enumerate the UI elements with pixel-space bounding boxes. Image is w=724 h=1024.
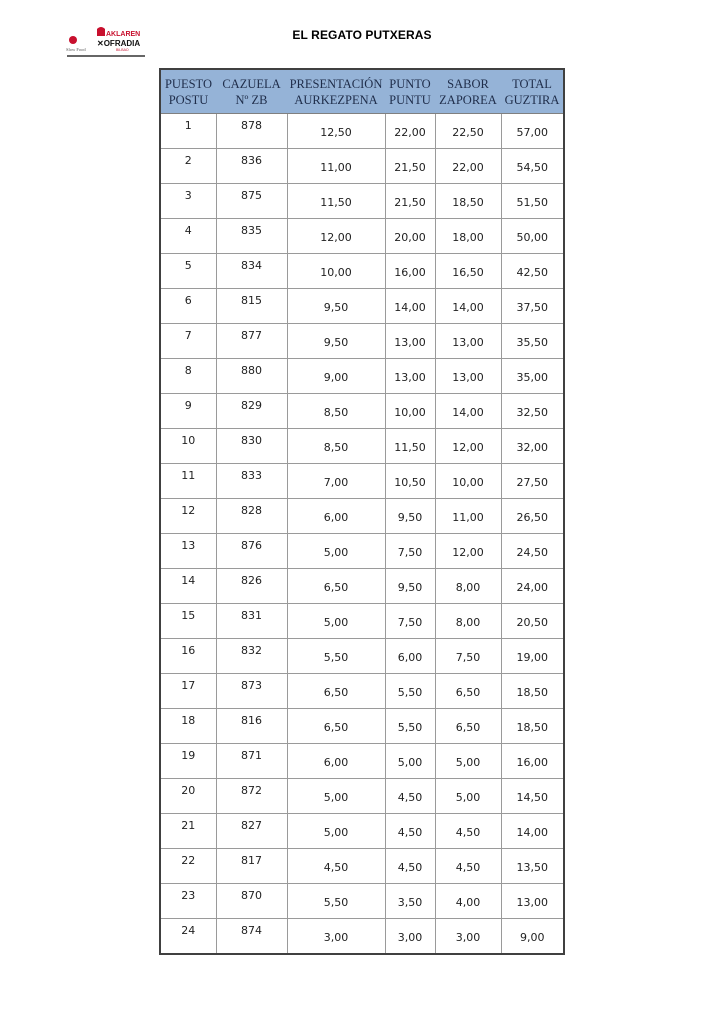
cell-punto: 5,50 — [385, 674, 435, 709]
cell-sabor: 4,00 — [435, 884, 501, 919]
table-row — [160, 289, 564, 324]
svg-text:✕OFRADIA: ✕OFRADIA — [97, 39, 141, 48]
cell-punto: 21,50 — [385, 149, 435, 184]
cell-cazuela: 878 — [216, 114, 287, 149]
cell-total: 13,50 — [501, 849, 564, 884]
cell-presentacion: 12,50 — [287, 114, 385, 149]
cell-cazuela: 875 — [216, 184, 287, 219]
cell-total: 35,00 — [501, 359, 564, 394]
cell-puesto: 2 — [160, 149, 216, 184]
cell-total: 54,50 — [501, 149, 564, 184]
cell-sabor: 18,00 — [435, 219, 501, 254]
cell-punto: 10,00 — [385, 394, 435, 429]
table-row — [160, 219, 564, 254]
cell-punto: 9,50 — [385, 569, 435, 604]
cell-total: 24,50 — [501, 534, 564, 569]
cell-cazuela: 873 — [216, 674, 287, 709]
cell-sabor: 3,00 — [435, 919, 501, 955]
cell-cazuela: 834 — [216, 254, 287, 289]
cell-cazuela: 816 — [216, 709, 287, 744]
column-header-total — [501, 69, 564, 114]
cell-total: 32,50 — [501, 394, 564, 429]
svg-text:BILBAO: BILBAO — [116, 48, 129, 52]
cell-total: 24,00 — [501, 569, 564, 604]
table-row — [160, 324, 564, 359]
table-row — [160, 569, 564, 604]
cell-puesto: 16 — [160, 639, 216, 674]
cell-cazuela: 880 — [216, 359, 287, 394]
cell-puesto: 9 — [160, 394, 216, 429]
table-row — [160, 499, 564, 534]
cell-cazuela: 830 — [216, 429, 287, 464]
cell-sabor: 8,00 — [435, 569, 501, 604]
cell-puesto: 23 — [160, 884, 216, 919]
cell-presentacion: 4,50 — [287, 849, 385, 884]
cell-presentacion: 6,50 — [287, 569, 385, 604]
cell-puesto: 24 — [160, 919, 216, 955]
cell-cazuela: 835 — [216, 219, 287, 254]
cell-sabor: 10,00 — [435, 464, 501, 499]
table-row — [160, 254, 564, 289]
column-header-line1: PUESTO — [164, 77, 212, 91]
cell-cazuela: 829 — [216, 394, 287, 429]
cell-sabor: 16,50 — [435, 254, 501, 289]
table-row — [160, 429, 564, 464]
cell-sabor: 22,00 — [435, 149, 501, 184]
cell-total: 19,00 — [501, 639, 564, 674]
cell-sabor: 11,00 — [435, 499, 501, 534]
column-header-line1: TOTAL — [512, 77, 552, 91]
cell-presentacion: 11,00 — [287, 149, 385, 184]
cell-puesto: 17 — [160, 674, 216, 709]
cell-sabor: 5,00 — [435, 744, 501, 779]
table-row — [160, 919, 564, 955]
cell-total: 18,50 — [501, 674, 564, 709]
cell-sabor: 6,50 — [435, 674, 501, 709]
cell-punto: 14,00 — [385, 289, 435, 324]
cell-punto: 5,00 — [385, 744, 435, 779]
cell-presentacion: 7,00 — [287, 464, 385, 499]
cell-cazuela: 832 — [216, 639, 287, 674]
svg-text:AKLAREN: AKLAREN — [106, 31, 141, 38]
table-row — [160, 149, 564, 184]
column-header-line1: SABOR — [447, 77, 489, 91]
table-body — [160, 114, 564, 955]
cell-total: 9,00 — [501, 919, 564, 955]
table-row — [160, 464, 564, 499]
cell-cazuela: 817 — [216, 849, 287, 884]
cell-cazuela: 827 — [216, 814, 287, 849]
column-header-line2: Nº ZB — [235, 93, 268, 107]
cell-sabor: 13,00 — [435, 359, 501, 394]
cell-puesto: 13 — [160, 534, 216, 569]
cell-presentacion: 11,50 — [287, 184, 385, 219]
column-header-punto — [385, 69, 435, 114]
cell-total: 13,00 — [501, 884, 564, 919]
cell-puesto: 4 — [160, 219, 216, 254]
cell-sabor: 14,00 — [435, 289, 501, 324]
column-header-line1: CAZUELA — [222, 77, 281, 91]
cell-puesto: 12 — [160, 499, 216, 534]
cell-puesto: 5 — [160, 254, 216, 289]
cell-sabor: 22,50 — [435, 114, 501, 149]
cell-puesto: 6 — [160, 289, 216, 324]
cell-sabor: 4,50 — [435, 814, 501, 849]
table-row — [160, 639, 564, 674]
cell-presentacion: 12,00 — [287, 219, 385, 254]
cell-cazuela: 828 — [216, 499, 287, 534]
cell-punto: 5,50 — [385, 709, 435, 744]
cell-presentacion: 5,00 — [287, 604, 385, 639]
cell-sabor: 5,00 — [435, 779, 501, 814]
column-header-line2: AURKEZPENA — [294, 93, 378, 107]
page-title: EL REGATO PUTXERAS — [292, 28, 432, 42]
cell-cazuela: 815 — [216, 289, 287, 324]
cell-presentacion: 8,50 — [287, 394, 385, 429]
cell-puesto: 3 — [160, 184, 216, 219]
svg-text:Slow Food: Slow Food — [66, 47, 86, 52]
cell-sabor: 6,50 — [435, 709, 501, 744]
table-row — [160, 534, 564, 569]
cell-punto: 6,00 — [385, 639, 435, 674]
table-row — [160, 779, 564, 814]
cell-total: 37,50 — [501, 289, 564, 324]
column-header-cazuela — [216, 69, 287, 114]
table-row — [160, 709, 564, 744]
cell-total: 50,00 — [501, 219, 564, 254]
column-header-line2: PUNTU — [389, 93, 431, 107]
cell-punto: 4,50 — [385, 849, 435, 884]
cell-punto: 4,50 — [385, 779, 435, 814]
cell-puesto: 1 — [160, 114, 216, 149]
column-header-line2: POSTU — [168, 93, 209, 107]
cell-punto: 11,50 — [385, 429, 435, 464]
cell-sabor: 4,50 — [435, 849, 501, 884]
cell-punto: 16,00 — [385, 254, 435, 289]
cell-presentacion: 5,00 — [287, 814, 385, 849]
column-header-line2: GUZTIRA — [504, 93, 560, 107]
cell-cazuela: 877 — [216, 324, 287, 359]
cell-presentacion: 3,00 — [287, 919, 385, 955]
table-row — [160, 184, 564, 219]
cell-cazuela: 833 — [216, 464, 287, 499]
cell-presentacion: 6,00 — [287, 499, 385, 534]
cell-presentacion: 6,00 — [287, 744, 385, 779]
cell-presentacion: 6,50 — [287, 674, 385, 709]
cell-punto: 21,50 — [385, 184, 435, 219]
table-row — [160, 359, 564, 394]
column-header-line1: PUNTO — [389, 77, 431, 91]
cell-punto: 20,00 — [385, 219, 435, 254]
cell-punto: 7,50 — [385, 534, 435, 569]
cell-total: 14,50 — [501, 779, 564, 814]
table-row — [160, 114, 564, 149]
cell-puesto: 7 — [160, 324, 216, 359]
cell-punto: 13,00 — [385, 324, 435, 359]
cell-cazuela: 874 — [216, 919, 287, 955]
cell-total: 32,00 — [501, 429, 564, 464]
cell-sabor: 13,00 — [435, 324, 501, 359]
table-header-row — [160, 69, 564, 114]
table-row — [160, 394, 564, 429]
cell-presentacion: 5,50 — [287, 884, 385, 919]
column-header-sabor — [435, 69, 501, 114]
cell-puesto: 14 — [160, 569, 216, 604]
column-header-line1: PRESENTACIÓN — [289, 77, 383, 91]
cell-puesto: 21 — [160, 814, 216, 849]
cell-presentacion: 8,50 — [287, 429, 385, 464]
results-table — [159, 68, 565, 955]
cell-presentacion: 9,50 — [287, 289, 385, 324]
cell-presentacion: 5,50 — [287, 639, 385, 674]
cell-punto: 3,00 — [385, 919, 435, 955]
cell-cazuela: 871 — [216, 744, 287, 779]
cell-punto: 22,00 — [385, 114, 435, 149]
table-row — [160, 814, 564, 849]
cell-total: 35,50 — [501, 324, 564, 359]
cell-total: 16,00 — [501, 744, 564, 779]
cell-puesto: 10 — [160, 429, 216, 464]
cell-sabor: 14,00 — [435, 394, 501, 429]
cell-total: 20,50 — [501, 604, 564, 639]
cell-puesto: 19 — [160, 744, 216, 779]
column-header-line2: ZAPOREA — [439, 93, 497, 107]
cell-cazuela: 826 — [216, 569, 287, 604]
cell-total: 51,50 — [501, 184, 564, 219]
cell-cazuela: 836 — [216, 149, 287, 184]
cell-cazuela: 831 — [216, 604, 287, 639]
cell-punto: 4,50 — [385, 814, 435, 849]
table-row — [160, 884, 564, 919]
cell-cazuela: 870 — [216, 884, 287, 919]
cell-total: 42,50 — [501, 254, 564, 289]
table-row — [160, 604, 564, 639]
cell-puesto: 22 — [160, 849, 216, 884]
column-header-presentacion — [287, 69, 385, 114]
table-row — [160, 744, 564, 779]
cell-cazuela: 872 — [216, 779, 287, 814]
table-row — [160, 674, 564, 709]
cell-sabor: 12,00 — [435, 429, 501, 464]
cell-puesto: 8 — [160, 359, 216, 394]
cell-cazuela: 876 — [216, 534, 287, 569]
cell-sabor: 12,00 — [435, 534, 501, 569]
cell-presentacion: 5,00 — [287, 534, 385, 569]
cell-total: 18,50 — [501, 709, 564, 744]
cell-sabor: 18,50 — [435, 184, 501, 219]
cell-sabor: 8,00 — [435, 604, 501, 639]
cell-punto: 13,00 — [385, 359, 435, 394]
cell-presentacion: 9,00 — [287, 359, 385, 394]
cell-total: 26,50 — [501, 499, 564, 534]
cell-presentacion: 6,50 — [287, 709, 385, 744]
cell-total: 14,00 — [501, 814, 564, 849]
cell-sabor: 7,50 — [435, 639, 501, 674]
cell-punto: 10,50 — [385, 464, 435, 499]
cell-total: 27,50 — [501, 464, 564, 499]
cell-puesto: 18 — [160, 709, 216, 744]
cell-puesto: 20 — [160, 779, 216, 814]
table-row — [160, 849, 564, 884]
cell-presentacion: 10,00 — [287, 254, 385, 289]
column-header-puesto — [160, 69, 216, 114]
cell-presentacion: 9,50 — [287, 324, 385, 359]
cell-presentacion: 5,00 — [287, 779, 385, 814]
cell-punto: 9,50 — [385, 499, 435, 534]
cell-puesto: 15 — [160, 604, 216, 639]
cell-punto: 3,50 — [385, 884, 435, 919]
cell-puesto: 11 — [160, 464, 216, 499]
cell-punto: 7,50 — [385, 604, 435, 639]
cell-total: 57,00 — [501, 114, 564, 149]
